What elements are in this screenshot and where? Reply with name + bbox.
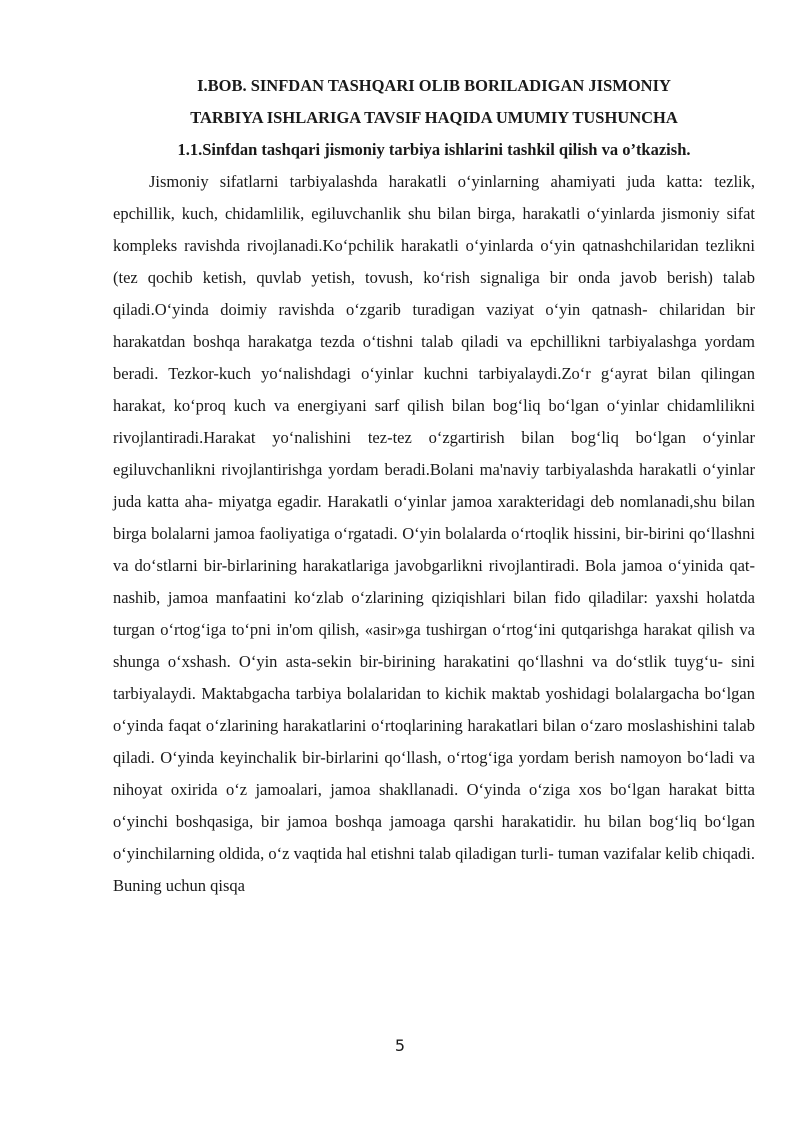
chapter-title-line-1: I.BOB. SINFDAN TASHQARI OLIB BORILADIGAN JISMONIY [197,76,671,95]
document-page [113,70,755,902]
page-number: 5 [394,1036,406,1055]
body-paragraph: Jismoniy sifatlarni tarbiyalashda harakatli o‘yinlarning ahamiyati juda katta: tezlik, epchillik, kuch, chidamlilik, egiluvchanlik shu bilan birga, harakatli o‘yinlarda jismoniy sifat kompleks ravishda rivojlanadi.Ko‘pchilik harakatli o‘yinlarda o‘yin qatnashchilaridan tezlikni (tez qochib ketish, quvlab yetish, tovush, ko‘rish signaliga bir onda javob berish) talab qiladi.O‘yinda doimiy ravishda o‘zgarib turadigan vaziyat o‘yin qatnash- chilaridan bir harakatdan boshqa harakatga tezda o‘tishni talab qiladi va epchillikni tarbiyalashga yordam beradi. Tezkor-kuch yo‘nalishdagi o‘yinlar kuchni tarbiyalaydi.Zo‘r g‘ayrat bilan qilingan harakat, ko‘proq kuch va energiyani sarf qilish bilan bog‘liq bo‘lgan o‘yinlar chidamlilikni rivojlantiradi.Harakat yo‘nalishini tez-tez o‘zgartirish bilan bog‘liq bo‘lgan o‘yinlar egiluvchanlikni rivojlantirishga yordam beradi.Bolani ma'naviy tarbiyalashda harakatli o‘yinlar juda katta aha- miyatga egadir. Harakatli o‘yinlar jamoa xarakteridagi deb nomlanadi,shu bilan birga bolalarni jamoa faoliyatiga o‘rgatadi. O‘yin bolalarda o‘rtoqlik hissini, bir-birini qo‘llashni va do‘stlarni bir-birlarining harakatlariga javobgarlikni rivojlantiradi. Bola jamoa o‘yinida qat- nashib, jamoa manfaatini ko‘zlab o‘zlarining qiziqishlari bilan fido qiladilar: yaxshi holatda turgan o‘rtog‘iga to‘pni in'om qilish, «asir»ga tushirgan o‘rtog‘ini qutqarishga harakat qilish va shunga o‘xshash. O‘yin asta-sekin bir-birining harakatini qo‘llashni va do‘stlik tuyg‘u- sini tarbiyalaydi. Maktabgacha tarbiya bolalaridan to kichik maktab yoshidagi bolalargacha bo‘lgan o‘yinda faqat o‘zlarining harakatlarini o‘rtoqlarining harakatlari bilan o‘zaro moslashishini talab qiladi. O‘yinda keyinchalik bir-birlarini qo‘llash, o‘rtog‘iga yordam berish namoyon bo‘ladi va nihoyat oxirida o‘z jamoalari, jamoa shakllanadi. O‘yinda o‘ziga xos bo‘lgan harakat bitta o‘yinchi boshqasiga, bir jamoa boshqa jamoaga qarshi harakatidir. hu bilan bog‘liq bo‘lgan o‘yinchilarning oldida, o‘z vaqtida hal etishni talab qiladigan turli- tuman vazifalar kelib chiqadi. Buning uchun qisqa [113,172,755,895]
chapter-title-line-2: TARBIYA ISHLARIGA TAVSIF HAQIDA UMUMIY TUSHUNCHA [190,108,678,127]
section-title: 1.1.Sinfdan tashqari jismoniy tarbiya ishlarini tashkil qilish va o’tkazish. [177,140,691,159]
